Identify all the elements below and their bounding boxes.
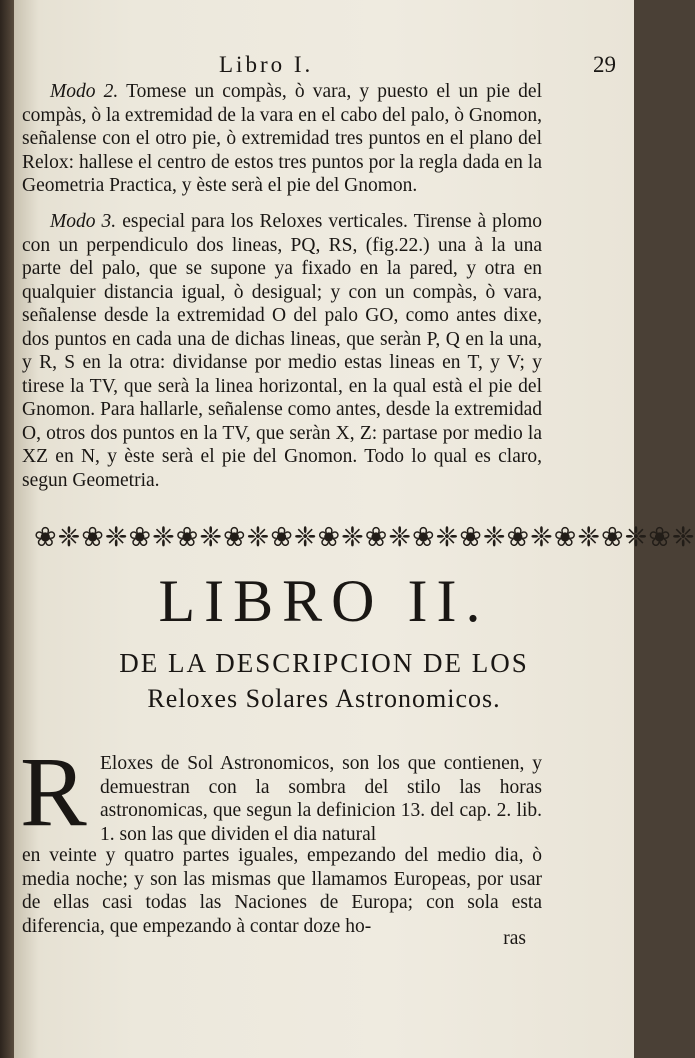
chapter-title-line-1: DE LA DESCRIPCION DE LOS	[119, 648, 529, 678]
modo-3-label: Modo 3.	[50, 211, 117, 232]
paragraph-modo-3	[22, 210, 542, 492]
book-title: LIBRO II.	[158, 568, 490, 634]
modo-2-label: Modo 2.	[50, 81, 119, 102]
chapter-title-line-2: Reloxes Solares Astronomicos.	[147, 684, 501, 713]
catchword: ras	[503, 928, 526, 949]
book-gutter	[0, 0, 14, 1058]
running-title: Libro I.	[219, 52, 314, 77]
body-text-continued: en veinte y quatro partes iguales, empezando del medio dia, ò media noche; y son las mismas que llamamos Europeas, por usar de ellas casi todas las Naciones de Europa; con sola esta diferencia, que empezando à contar doze ho-	[22, 845, 542, 937]
modo-3-text: especial para los Reloxes verticales. Tirense à plomo con un perpendiculo dos lineas, PQ, RS, (fig.22.) una à la una parte del palo, que se supone ya fixado en la pared, y otra en qualquier distancia igual, ò desigual; y con un compàs, ò vara, señalense desde la extremidad O del palo GO, como antes dixe, dos puntos en cada una de dichas lineas, que seràn P, Q en la una, y R, S en la otra: dividanse por medio estas lineas en T, y V; y tirese la TV, que serà la linea horizontal, en la qual està el pie del Gnomon. Para hallarle, señalense como antes, desde la extremidad O, otros dos puntos en la TV, que seràn X, Z: partase por medio la XZ en N, y èste serà el pie del Gnomon. Todo lo qual es claro, segun Geometria.	[22, 211, 543, 491]
running-header	[14, 52, 634, 82]
drop-cap: R	[20, 736, 87, 847]
page-number: 29	[593, 52, 616, 77]
ornament-band: ❀❈❀❈❀❈❀❈❀❈❀❈❀❈❀❈❀❈❀❈❀❈❀❈❀❈❀❈	[34, 522, 695, 553]
paragraph-modo-2	[22, 80, 542, 198]
modo-2-text: Tomese un compàs, ò vara, y puesto el un pie del compàs, ò la extremidad de la vara en el cabo del palo, ò Gnomon, señalense con el otro pie, ò extremidad tres puntos en el plano del Relox: hallese el centro de estos tres puntos por la regla dada en la Geometria Practica, y èste serà el pie del Gnomon.	[22, 81, 542, 196]
book-page	[14, 0, 695, 1058]
body-text-indented: Eloxes de Sol Astronomicos, son los que contienen, y demuestran con la sombra del stilo las horas astronomicas, que segun la definicion 13. del cap. 2. lib. 1. son las que dividen el dia natural	[100, 753, 542, 845]
